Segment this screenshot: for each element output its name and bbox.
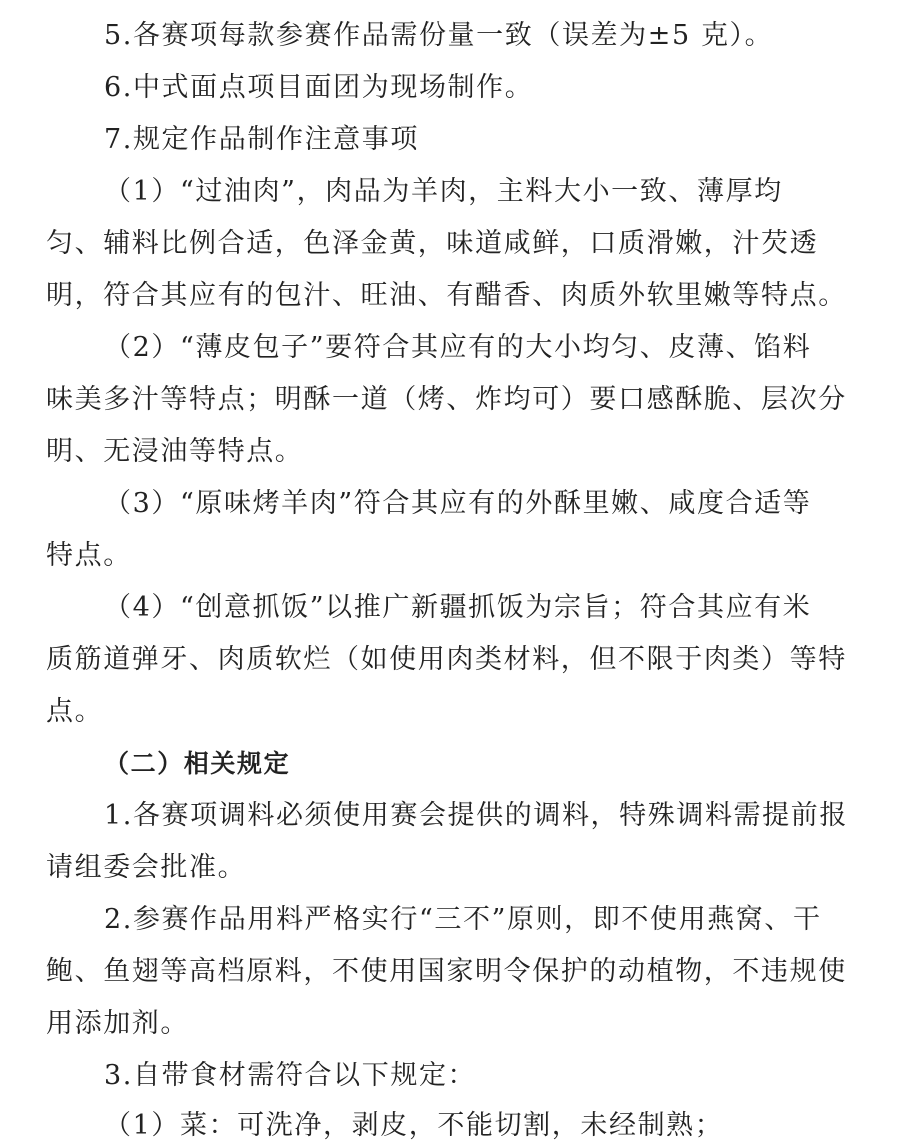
regulation-2-line-3: 用添加剂。 — [46, 1008, 189, 1039]
note-2-line-2: 味美多汁等特点；明酥一道（烤、炸均可）要口感酥脆、层次分 — [46, 384, 847, 415]
regulation-1-line-1: 1.各赛项调料必须使用赛会提供的调料，特殊调料需提前报 — [104, 800, 848, 831]
rule-item-7: 7.规定作品制作注意事项 — [104, 124, 419, 155]
note-1-line-3: 明，符合其应有的包汁、旺油、有醋香、肉质外软里嫩等特点。 — [46, 280, 847, 311]
section-heading: （二）相关规定 — [104, 749, 291, 778]
note-4-line-2: 质筋道弹牙、肉质软烂（如使用肉类材料，但不限于肉类）等特 — [46, 644, 847, 675]
note-1-line-2: 匀、辅料比例合适，色泽金黄，味道咸鲜，口质滑嫩，汁芡透 — [46, 228, 819, 259]
regulation-3-line-1: 3.自带食材需符合以下规定： — [104, 1060, 477, 1091]
regulation-2-line-1: 2.参赛作品用料严格实行“三不”原则，即不使用燕窝、干 — [104, 904, 822, 935]
regulation-2-line-2: 鲍、鱼翅等高档原料，不使用国家明令保护的动植物，不违规使 — [46, 956, 847, 987]
regulation-1-line-2: 请组委会批准。 — [46, 852, 247, 883]
note-3-line-1: （3）“原味烤羊肉”符合其应有的外酥里嫩、咸度合适等 — [104, 488, 812, 519]
note-2-line-3: 明、无浸油等特点。 — [46, 436, 304, 467]
rule-item-6: 6.中式面点项目面团为现场制作。 — [104, 72, 534, 103]
rule-item-5: 5.各赛项每款参赛作品需份量一致（误差为±5 克）。 — [104, 20, 774, 51]
note-4-line-1: （4）“创意抓饭”以推广新疆抓饭为宗旨；符合其应有米 — [104, 592, 812, 623]
note-3-line-2: 特点。 — [46, 540, 132, 571]
regulation-3-sub-1: （1）菜：可洗净，剥皮，不能切割，未经制熟； — [104, 1110, 724, 1141]
note-1-line-1: （1）“过油肉”，肉品为羊肉，主料大小一致、薄厚均 — [104, 176, 783, 207]
note-4-line-3: 点。 — [46, 696, 104, 727]
note-2-line-1: （2）“薄皮包子”要符合其应有的大小均匀、皮薄、馅料 — [104, 332, 812, 363]
